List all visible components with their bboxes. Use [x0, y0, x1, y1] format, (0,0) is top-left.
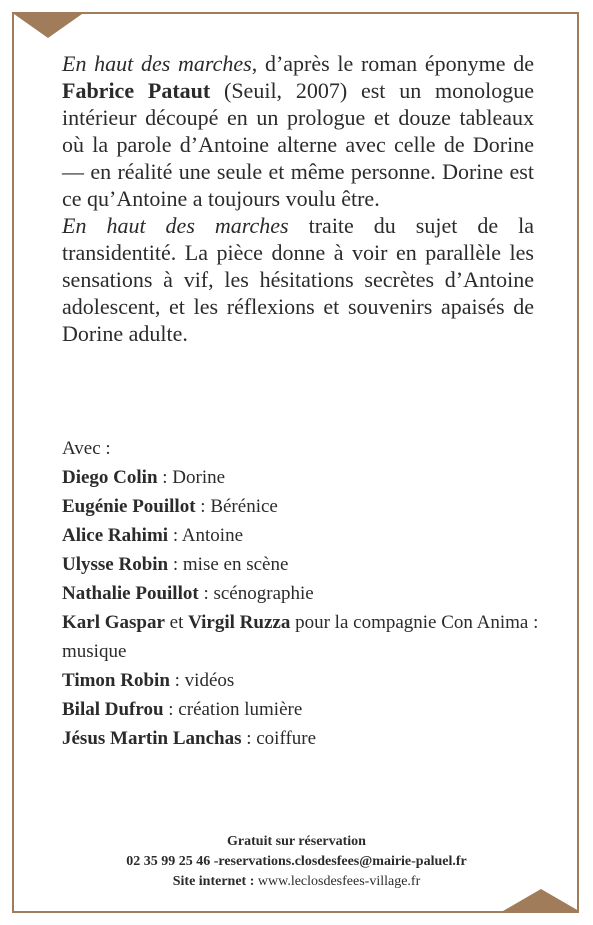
cast-member: Eugénie Pouillot : Bérénice	[62, 496, 278, 517]
cast-member: Bilal Dufrou : création lumière	[62, 699, 303, 720]
email-address[interactable]: -reservations.closdesfees@mairie-paluel.fr	[210, 854, 467, 869]
cast-member: Nathalie Pouillot : scénographie	[62, 583, 314, 604]
cast-member-music: Karl Gaspar et Virgil Ruzza pour la compagnie Con Anima : musique	[62, 612, 539, 662]
footer-info	[40, 832, 553, 892]
reservation-note: Gratuit sur réservation	[227, 834, 366, 849]
synopsis-paragraph-1: En haut des marches, d’après le roman éponyme de Fabrice Pataut (Seuil, 2007) est un monologue intérieur découpé en un prologue et douze tableaux où la parole d’Antoine alterne avec celle de Dorine — en réalité une seule et même personne. Dorine est ce qu’Antoine a toujours voulu être.	[62, 51, 534, 211]
corner-decoration-bottom-right	[503, 889, 579, 911]
cast-member: Diego Colin : Dorine	[62, 467, 226, 488]
cast-member: Ulysse Robin : mise en scène	[62, 554, 289, 575]
play-title: En haut des marches	[62, 51, 252, 76]
website-link[interactable]: www.leclosdesfees-village.fr	[257, 874, 421, 889]
corner-decoration-top-left	[14, 14, 82, 38]
synopsis-paragraph-2: En haut des marches traite du sujet de la transidentité. La pièce donne à voir en parallèle les sensations à vif, les hésitations secrètes d’Antoine adolescent, et les réflexions et souvenirs apaisés de Dorine adulte.	[62, 213, 534, 346]
synopsis	[62, 50, 534, 347]
phone-number: 02 35 99 25 46	[126, 854, 211, 869]
cast-heading: Avec :	[62, 438, 111, 459]
author-name: Fabrice Pataut	[62, 78, 211, 103]
cast-member: Jésus Martin Lanchas : coiffure	[62, 728, 317, 749]
cast-list	[62, 434, 542, 753]
website-line: Site internet : www.leclosdesfees-village.fr	[172, 874, 421, 889]
cast-member: Alice Rahimi : Antoine	[62, 525, 244, 546]
cast-member: Timon Robin : vidéos	[62, 670, 235, 691]
play-title: En haut des marches	[62, 213, 289, 238]
contact-line	[40, 852, 553, 872]
